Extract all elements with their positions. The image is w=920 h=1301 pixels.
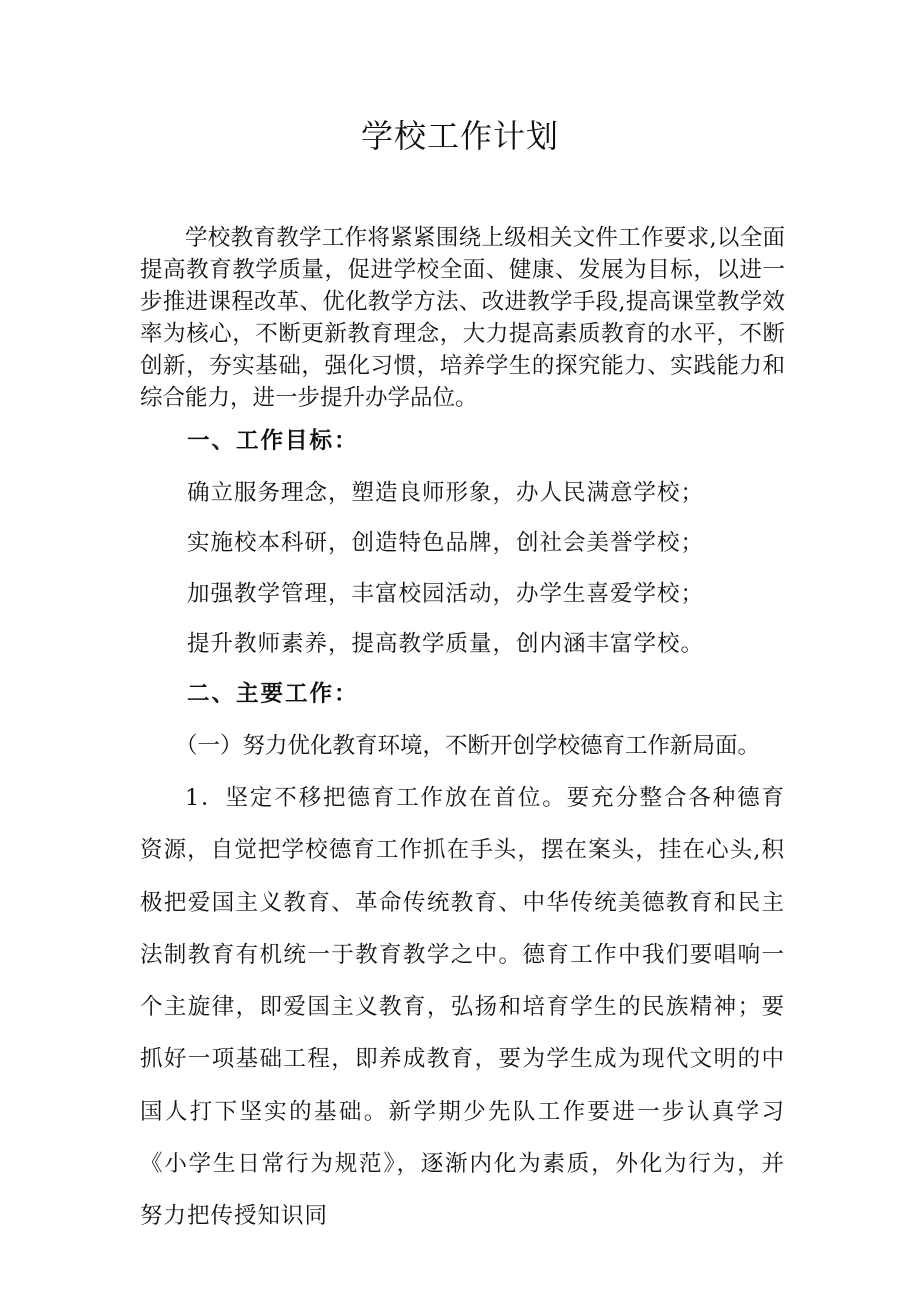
- goal-item: 加强教学管理，丰富校园活动，办学生喜爱学校；: [187, 581, 705, 607]
- document-title: 学校工作计划: [360, 117, 559, 155]
- body-paragraph: 1．坚定不移把德育工作放在首位。要充分整合各种德育资源，自觉把学校德育工作抓在手头，摆在案头，挂在心头,积极把爱国主义教育、革命传统教育、中华传统美德教育和民主法制教育有机统一于教育教学之中。德育工作中我们要唱响一个主旋律，即爱国主义教育，弘扬和培育学生的民族精神；要抓好一项基础工程，即养成教育，要为学生成为现代文明的中国人打下坚实的基础。新学期少先队工作要进一步认真学习《小学生日常行为规范》，逐渐内化为素质，外化为行为，并努力把传授知识同: [140, 785, 785, 1230]
- subsection-heading: （一）努力优化教育环境，不断开创学校德育工作新局面。: [175, 733, 761, 759]
- section-heading-main-work: 二、主要工作：: [187, 681, 359, 707]
- section-heading-goals: 一、工作目标：: [187, 428, 359, 454]
- goal-item: 实施校本科研，创造特色品牌，创社会美誉学校；: [187, 530, 705, 556]
- intro-paragraph: 学校教育教学工作将紧紧围绕上级相关文件工作要求,以全面提高教育教学质量，促进学校全面、健康、发展为目标，以进一步推进课程改革、优化教学方法、改进教学手段,提高课堂教学效率为核心，不断更新教育理念，大力提高素质教育的水平，不断创新，夯实基础，强化习惯，培养学生的探究能力、实践能力和综合能力，进一步提升办学品位。: [140, 225, 785, 411]
- goal-item: 确立服务理念，塑造良师形象，办人民满意学校；: [187, 480, 705, 506]
- goal-item: 提升教师素养，提高教学质量，创内涵丰富学校。: [187, 631, 705, 657]
